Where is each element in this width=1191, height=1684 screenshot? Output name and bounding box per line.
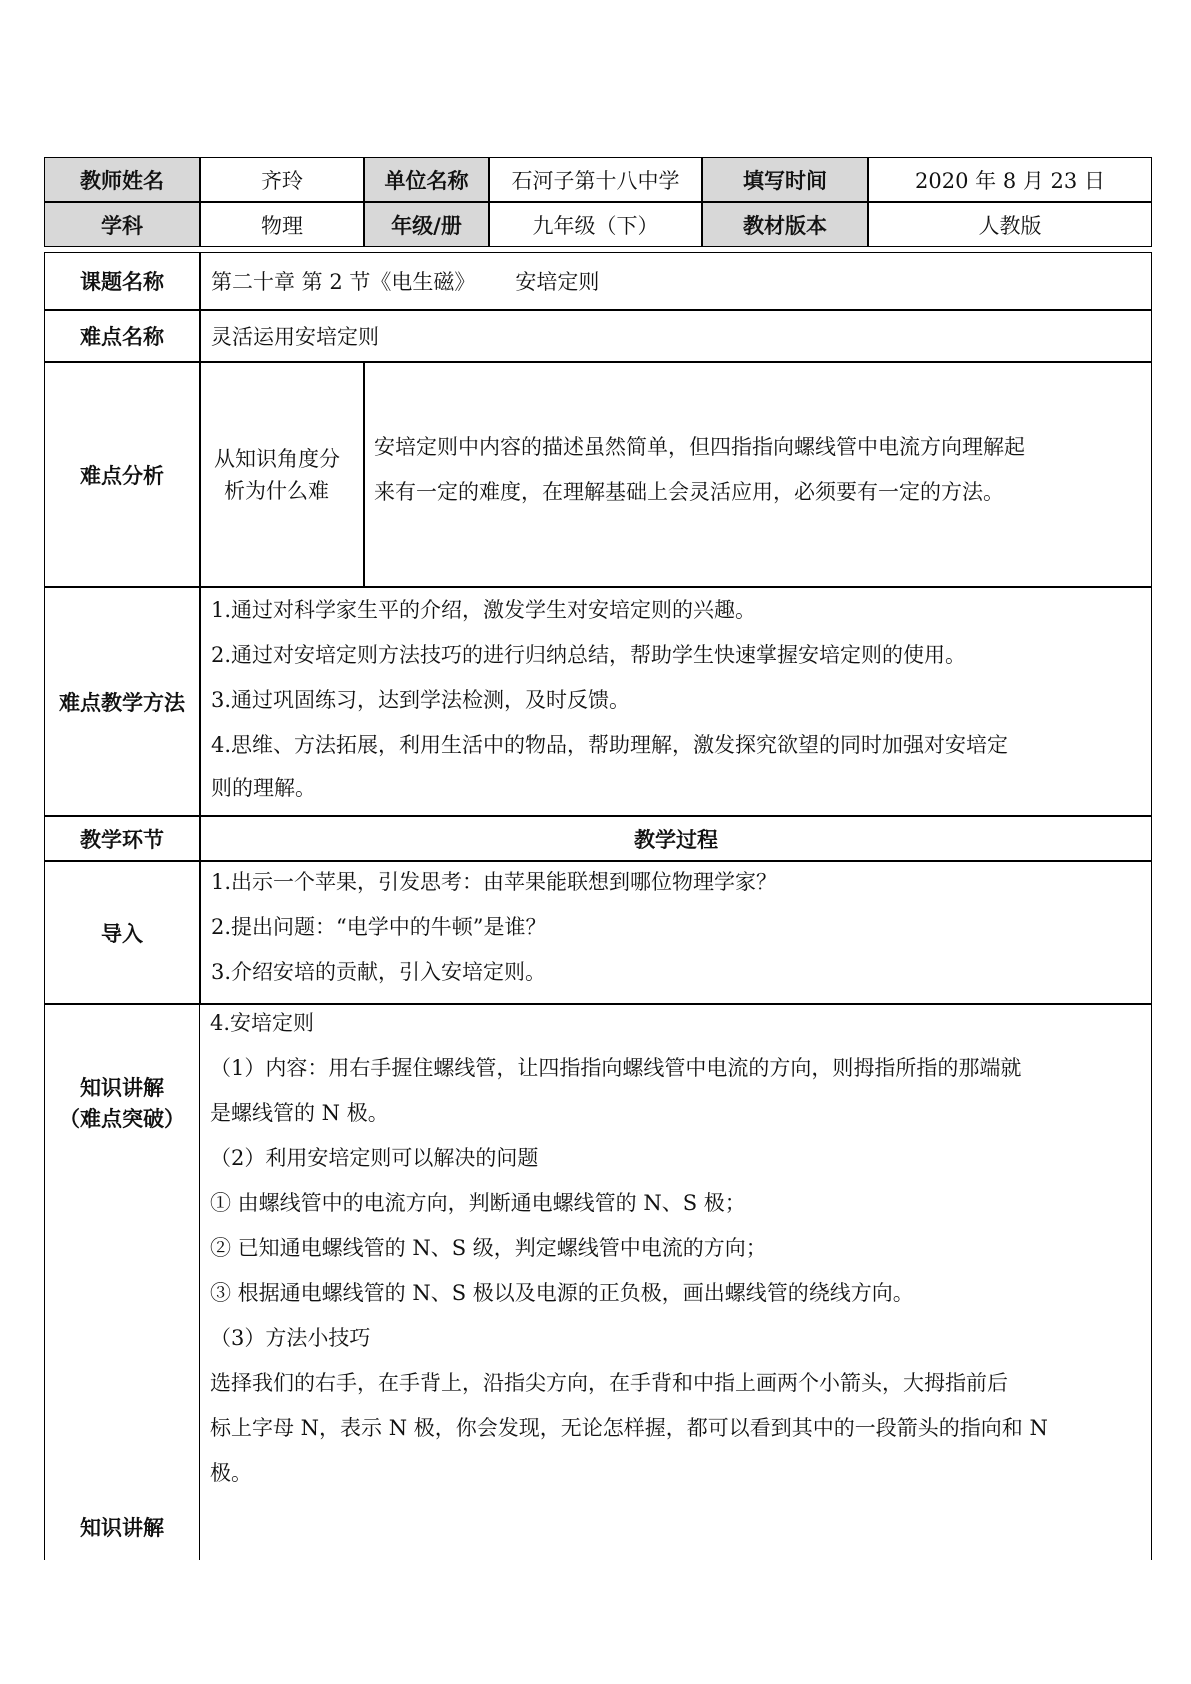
date-value: 2020 年 8 月 23 日: [868, 157, 1152, 202]
knowledge-item: 选择我们的右手，在手背上，沿指尖方向，在手背和中指上画两个小箭头，大拇指前后: [210, 1371, 1008, 1395]
topic-value: 第二十章 第 2 节《电生磁》 安培定则: [200, 252, 1152, 310]
topic-label: 课题名称: [44, 252, 200, 310]
analysis-sub-label-line1: 从知识角度分: [214, 447, 340, 471]
analysis-text-cell: [364, 362, 1152, 587]
knowledge-label-line1: 知识讲解: [80, 1076, 164, 1100]
grade-label: 年级/册: [364, 202, 489, 247]
analysis-label: 难点分析: [44, 362, 200, 587]
methods-item: 3.通过巩固练习，达到学法检测，及时反馈。: [211, 688, 631, 712]
date-label: 填写时间: [702, 157, 868, 202]
intro-content: [200, 861, 1152, 1004]
knowledge-item: ③ 根据通电螺线管的 N、S 极以及电源的正负极，画出螺线管的绕线方向。: [210, 1281, 914, 1305]
knowledge-item: （2）利用安培定则可以解决的问题: [210, 1146, 539, 1170]
edition-label: 教材版本: [702, 202, 868, 247]
methods-item: 4.思维、方法拓展，利用生活中的物品，帮助理解，激发探究欲望的同时加强对安培定: [211, 733, 1009, 757]
unit-name-label: 单位名称: [364, 157, 489, 202]
knowledge-label-cell: [44, 1004, 200, 1560]
analysis-sub-label-cell: [200, 362, 364, 587]
analysis-text-line2: 来有一定的难度，在理解基础上会灵活应用，必须要有一定的方法。: [374, 480, 1004, 504]
analysis-text-line1: 安培定则中内容的描述虽然简单，但四指指向螺线管中电流方向理解起: [374, 435, 1025, 459]
methods-item: 则的理解。: [211, 776, 316, 800]
methods-item: 1.通过对科学家生平的介绍，激发学生对安培定则的兴趣。: [211, 598, 757, 622]
methods-label: 难点教学方法: [44, 587, 200, 816]
grade-value: 九年级（下）: [489, 202, 702, 247]
methods-item: 2.通过对安培定则方法技巧的进行归纳总结，帮助学生快速掌握安培定则的使用。: [211, 643, 967, 667]
knowledge-label-bottom: 知识讲解: [80, 1516, 164, 1540]
knowledge-label-line2: （难点突破）: [59, 1107, 185, 1131]
knowledge-item: ① 由螺线管中的电流方向，判断通电螺线管的 N、S 极；: [210, 1191, 746, 1215]
subject-value: 物理: [200, 202, 364, 247]
knowledge-item: ② 已知通电螺线管的 N、S 级，判定螺线管中电流的方向；: [210, 1236, 767, 1260]
knowledge-item: （3）方法小技巧: [210, 1326, 371, 1350]
knowledge-content: [200, 1004, 1152, 1560]
knowledge-item: 标上字母 N，表示 N 极，你会发现，无论怎样握，都可以看到其中的一段箭头的指向和 N: [210, 1416, 1048, 1440]
intro-item: 3.介绍安培的贡献，引入安培定则。: [211, 960, 547, 984]
knowledge-item: 极。: [210, 1461, 252, 1485]
process-header-left: 教学环节: [44, 816, 200, 861]
unit-name-value: 石河子第十八中学: [489, 157, 702, 202]
intro-item: 2.提出问题：“电学中的牛顿”是谁？: [211, 915, 547, 939]
intro-item: 1.出示一个苹果，引发思考：由苹果能联想到哪位物理学家？: [211, 870, 778, 894]
knowledge-item: 4.安培定则: [210, 1011, 315, 1035]
methods-content: [200, 587, 1152, 816]
difficulty-value: 灵活运用安培定则: [200, 310, 1152, 362]
difficulty-label: 难点名称: [44, 310, 200, 362]
process-header-right: 教学过程: [200, 816, 1152, 861]
knowledge-item: 是螺线管的 N 极。: [210, 1101, 389, 1125]
edition-value: 人教版: [868, 202, 1152, 247]
knowledge-item: （1）内容：用右手握住螺线管，让四指指向螺线管中电流的方向，则拇指所指的那端就: [210, 1056, 1022, 1080]
analysis-sub-label-line2: 析为什么难: [224, 479, 329, 503]
teacher-name-label: 教师姓名: [44, 157, 200, 202]
teacher-name-value: 齐玲: [200, 157, 364, 202]
subject-label: 学科: [44, 202, 200, 247]
intro-label: 导入: [44, 861, 200, 1004]
